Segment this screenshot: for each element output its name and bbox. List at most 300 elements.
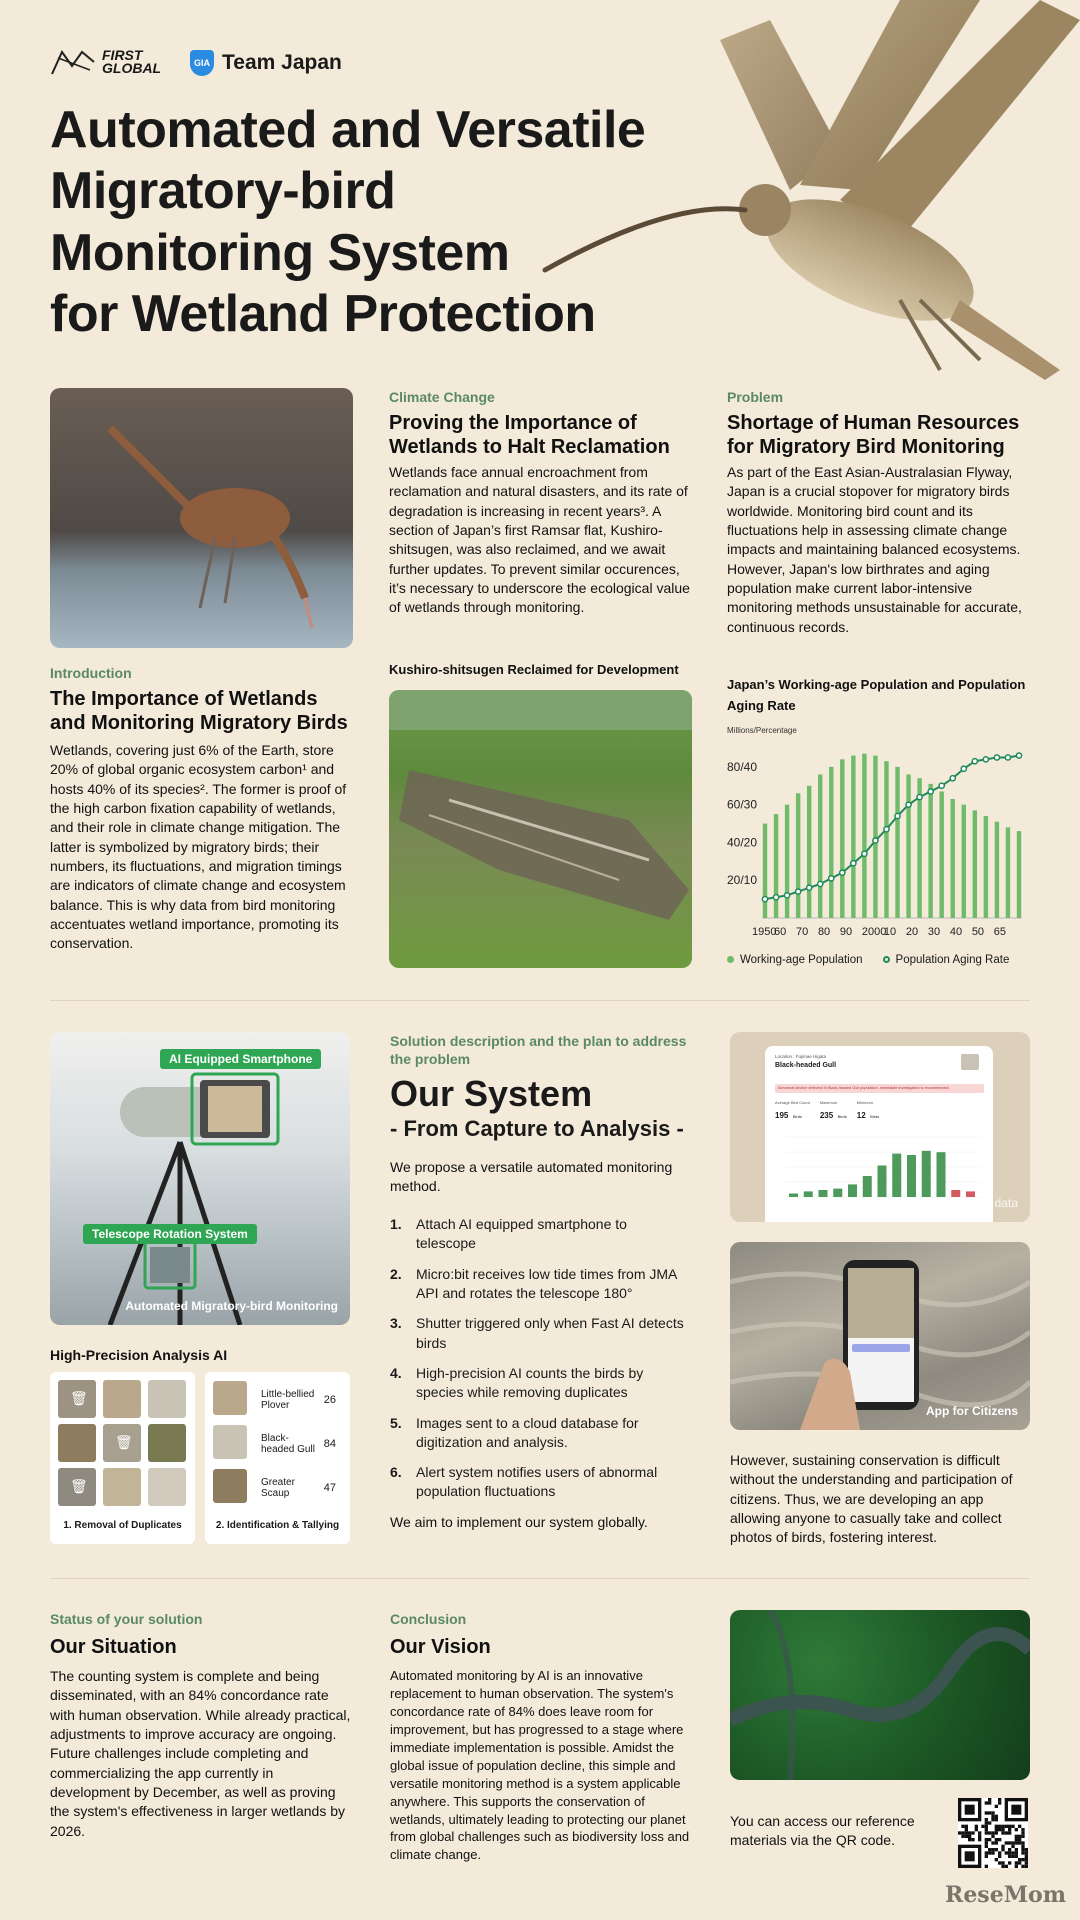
legend-line-swatch <box>883 956 890 963</box>
qr-module <box>995 1831 998 1834</box>
step-number: 1. <box>390 1216 402 1232</box>
species-row <box>213 1424 342 1464</box>
species-name: Black-headed Gull <box>261 1432 315 1455</box>
thumbnail <box>58 1424 96 1462</box>
species-count: 26 <box>323 1394 336 1406</box>
team-japan-logo <box>190 50 342 76</box>
qr-module <box>988 1811 991 1814</box>
tag-ai-smartphone: AI Equipped Smartphone <box>160 1049 321 1069</box>
qr-module <box>998 1801 1001 1804</box>
intro-eyebrow: Introduction <box>50 665 132 681</box>
sample-data-watermark: Sample data <box>950 1196 1018 1210</box>
qr-module <box>965 1828 968 1831</box>
step-item <box>390 1463 690 1502</box>
step-item <box>390 1414 690 1453</box>
x-tick-label: 1950 <box>752 926 777 938</box>
point-aging-rate <box>851 861 856 866</box>
problem-heading: Shortage of Human Resources for Migratory Bird Monitoring <box>727 412 1020 458</box>
qr-module <box>1025 1855 1028 1858</box>
qr-module <box>1005 1825 1008 1828</box>
title-line: Automated and Versatile <box>50 101 646 159</box>
step-text: High-precision AI counts the birds by species while removing duplicates <box>416 1364 644 1401</box>
chart-title: Japan’s Working-age Population and Population Aging Rate <box>727 677 1026 713</box>
bar-working-age <box>973 810 977 918</box>
first-global-logo <box>50 48 166 76</box>
stat-value: 195 <box>775 1111 789 1120</box>
app-species-thumb <box>961 1054 979 1070</box>
species-count: 47 <box>323 1482 336 1494</box>
x-tick-label: 90 <box>839 926 853 938</box>
qr-module <box>1011 1855 1014 1858</box>
qr-module <box>1025 1865 1028 1868</box>
point-aging-rate <box>784 893 789 898</box>
first-global-emblem-icon <box>50 48 96 76</box>
qr-module <box>1008 1851 1011 1854</box>
app-location: Location : Fujimae Higata <box>775 1054 827 1059</box>
qr-module <box>995 1838 998 1841</box>
qr-module <box>995 1841 998 1844</box>
section-divider <box>50 1578 1030 1579</box>
bar-working-age <box>984 816 988 918</box>
qr-module <box>1021 1831 1024 1834</box>
point-aging-rate <box>950 776 955 781</box>
qr-module <box>991 1831 994 1834</box>
qr-module <box>1011 1851 1014 1854</box>
y-tick-label: 80/40 <box>727 759 758 774</box>
line-aging-rate <box>765 756 1019 900</box>
qr-module <box>991 1848 994 1851</box>
qr-module <box>1015 1855 1018 1858</box>
bar-working-age <box>962 805 966 918</box>
qr-module <box>988 1838 991 1841</box>
qr-module <box>1005 1851 1008 1854</box>
intro-heading: The Importance of Wetlands and Monitoring Migratory Birds <box>50 688 348 734</box>
solution-heading: Our System <box>390 1073 593 1114</box>
qr-module <box>1021 1845 1024 1848</box>
qr-module <box>1015 1841 1018 1844</box>
x-tick-label: 65 <box>993 926 1007 938</box>
thumbnail <box>103 1380 141 1418</box>
qr-module <box>988 1798 991 1801</box>
qr-module <box>965 1831 968 1834</box>
qr-module <box>985 1841 988 1844</box>
app-bar <box>863 1176 872 1197</box>
qr-module <box>985 1828 988 1831</box>
bar-working-age <box>862 754 866 918</box>
qr-module <box>995 1805 998 1808</box>
point-aging-rate <box>895 813 900 818</box>
point-aging-rate <box>939 783 944 788</box>
team-name: Team Japan <box>222 51 342 74</box>
step-number: 2. <box>390 1265 402 1282</box>
curlew-illustration <box>540 0 1080 385</box>
qr-module <box>991 1841 994 1844</box>
tally-caption: 2. Identification & Tallying <box>215 1520 340 1531</box>
qr-module <box>1021 1858 1024 1861</box>
qr-module <box>981 1825 984 1828</box>
point-aging-rate <box>840 870 845 875</box>
y-tick-label: 60/30 <box>727 797 758 812</box>
qr-module <box>1001 1828 1004 1831</box>
qr-module <box>1001 1848 1004 1851</box>
legend-item-aging-rate <box>883 954 1010 966</box>
step-number: 5. <box>390 1414 402 1431</box>
step-text: Alert system notifies users of abnormal population fluctuations <box>416 1464 658 1500</box>
conclusion-eyebrow: Conclusion <box>390 1611 467 1627</box>
solution-steps <box>390 1215 690 1513</box>
heron-photo <box>50 388 353 648</box>
step-text: Attach AI equipped smartphone to telescope <box>416 1216 627 1252</box>
species-name: Greater Scaup <box>261 1476 295 1499</box>
qr-module <box>961 1835 964 1838</box>
qr-module <box>1011 1845 1014 1848</box>
qr-module <box>998 1828 1001 1831</box>
point-aging-rate <box>873 838 878 843</box>
qr-module <box>1018 1861 1021 1864</box>
analysis-heading: High-Precision Analysis AI <box>50 1347 228 1363</box>
citizen-body: However, sustaining conservation is difficult without the understanding and participation of citizens. Thus, we are developing an app allowing anyone to casually take and collect photos of birds, fostering interest. <box>730 1452 1013 1546</box>
climate-eyebrow: Climate Change <box>389 389 495 405</box>
qr-module <box>1018 1838 1021 1841</box>
trash-icon: 🗑 <box>115 1434 133 1450</box>
qr-module <box>1021 1841 1024 1844</box>
problem-body: As part of the East Asian-Australasian Flyway, Japan is a crucial stopover for migratory birds worldwide. Monitoring bird count and its fluctuations help in assessing climate change impacts and maintaining balanced ecosystems. However, Japan's low birthrates and aging population make current labor-intensive monitoring methods unsustainable for accurate, continuous records. <box>727 464 1022 635</box>
point-aging-rate <box>928 789 933 794</box>
qr-module <box>995 1818 998 1821</box>
step-number: 3. <box>390 1315 402 1332</box>
app-bar <box>878 1166 887 1198</box>
app-bar <box>804 1191 813 1197</box>
app-bar <box>922 1151 931 1197</box>
stat-label: Minimum <box>856 1100 874 1105</box>
y-tick-label: 20/10 <box>727 873 758 888</box>
qr-module <box>991 1815 994 1818</box>
step-text: Images sent to a cloud database for digitization and analysis. <box>416 1414 639 1450</box>
bar-working-age <box>1017 831 1021 918</box>
qr-module <box>965 1825 968 1828</box>
qr-module <box>1015 1838 1018 1841</box>
bar-working-age <box>995 822 999 918</box>
app-bar <box>789 1194 798 1198</box>
qr-module <box>1001 1845 1004 1848</box>
qr-module <box>985 1811 988 1814</box>
stat-label: Maximum <box>819 1100 838 1105</box>
qr-finder-core <box>965 1805 975 1815</box>
point-aging-rate <box>829 876 834 881</box>
stat-label: Average Bird Count <box>775 1100 810 1105</box>
step-number: 4. <box>390 1364 402 1381</box>
bar-working-age <box>884 761 888 918</box>
legend-label: Working-age Population <box>740 954 863 966</box>
solution-outro: We aim to implement our system globally. <box>390 1514 648 1530</box>
telescope-photo <box>50 1032 350 1325</box>
qr-finder-core <box>965 1851 975 1861</box>
species-row <box>213 1380 342 1420</box>
app-bar <box>937 1152 946 1197</box>
qr-module <box>991 1835 994 1838</box>
point-aging-rate <box>818 881 823 886</box>
qr-module <box>1025 1848 1028 1851</box>
qr-module <box>998 1798 1001 1801</box>
qr-module <box>998 1838 1001 1841</box>
bar-working-age <box>818 774 822 918</box>
qr-module <box>991 1818 994 1821</box>
climate-heading: Proving the Importance of Wetlands to Halt Reclamation <box>389 412 670 458</box>
species-thumbnail <box>213 1381 247 1415</box>
qr-module <box>985 1865 988 1868</box>
duplicates-card <box>50 1372 195 1544</box>
qr-module <box>1001 1865 1004 1868</box>
qr-module <box>1018 1841 1021 1844</box>
tally-card <box>205 1372 350 1544</box>
point-aging-rate <box>906 802 911 807</box>
intro-body: Wetlands, covering just 6% of the Earth, store 20% of global organic ecosystem carbon¹ and hosts 40% of its species². The former is proof of the high carbon fixation capability of wetlands, and their role in climate change mitigation. The latter is symbolized by migratory birds; their numbers, its fluctuations, and migration timings are indicators of climate change and ecosystem balance. This is why data from bird monitoring accentuates wetland importance, promoting its conservation. <box>50 742 347 952</box>
qr-module <box>1015 1848 1018 1851</box>
bar-working-age <box>763 824 767 918</box>
point-aging-rate <box>807 885 812 890</box>
conclusion-body: Automated monitoring by AI is an innovative replacement to human observation. The system's concordance rate of 84% does leave room for improvement, but has progressed to a stage where immediate implementation is possible. Amidst the global issue of population decline, this simple and versatile monitoring method is a system applicable anywhere. This supports the conservation of wetlands, ultimately leading to protecting our planet from global challenges such as biodiversity loss and climate change. <box>390 1668 690 1863</box>
qr-module <box>995 1848 998 1851</box>
bar-working-age <box>796 793 800 918</box>
qr-module <box>965 1835 968 1838</box>
y-tick-label: 40/20 <box>727 835 758 850</box>
population-chart <box>722 738 1032 943</box>
qr-module <box>1001 1861 1004 1864</box>
bar-working-age <box>906 774 910 918</box>
qr-module <box>978 1831 981 1834</box>
qr-module <box>1008 1861 1011 1864</box>
qr-module <box>1015 1851 1018 1854</box>
qr-module <box>1025 1851 1028 1854</box>
qr-module <box>988 1831 991 1834</box>
qr-module <box>1008 1855 1011 1858</box>
qr-module <box>1008 1848 1011 1851</box>
point-aging-rate <box>1016 753 1021 758</box>
stat-unit: Birds <box>792 1114 802 1119</box>
solution-eyebrow: Solution description and the plan to address the problem <box>390 1033 687 1067</box>
app-bar <box>833 1189 842 1197</box>
qr-module <box>1015 1835 1018 1838</box>
problem-eyebrow: Problem <box>727 389 784 405</box>
qr-module <box>1011 1841 1014 1844</box>
qr-module <box>1011 1825 1014 1828</box>
x-tick-label: 2000 <box>861 926 887 938</box>
point-aging-rate <box>862 851 867 856</box>
status-eyebrow: Status of your solution <box>50 1611 203 1627</box>
thumbnail <box>148 1380 186 1418</box>
duplicates-caption: 1. Removal of Duplicates <box>63 1520 182 1531</box>
x-tick-label: 20 <box>905 926 919 938</box>
qr-module <box>988 1821 991 1824</box>
qr-module <box>998 1861 1001 1864</box>
qr-module <box>998 1851 1001 1854</box>
qr-module <box>988 1848 991 1851</box>
bar-working-age <box>851 756 855 918</box>
wetland-aerial-photo <box>730 1610 1030 1780</box>
tag-rotation-system: Telescope Rotation System <box>83 1224 257 1244</box>
x-tick-label: 80 <box>817 926 831 938</box>
qr-module <box>971 1838 974 1841</box>
species-row <box>213 1468 342 1508</box>
bar-working-age <box>928 784 932 918</box>
app-dashboard-panel <box>730 1032 1030 1222</box>
kushiro-aerial-photo <box>389 690 692 968</box>
qr-module <box>1021 1851 1024 1854</box>
stat-value: 12 <box>856 1111 866 1120</box>
qr-module <box>995 1825 998 1828</box>
step-text: Shutter triggered only when Fast AI detects birds <box>416 1315 684 1351</box>
qr-module <box>1018 1835 1021 1838</box>
qr-finder-core <box>1011 1805 1021 1815</box>
bar-working-age <box>807 786 811 918</box>
team-badge: GIA <box>190 50 214 76</box>
kushiro-photo-caption: Kushiro-shitsugen Reclaimed for Development <box>389 662 679 677</box>
bar-working-age <box>774 814 778 918</box>
qr-module <box>1001 1825 1004 1828</box>
point-aging-rate <box>796 889 801 894</box>
conclusion-heading: Our Vision <box>390 1636 491 1658</box>
point-aging-rate <box>917 795 922 800</box>
app-bar <box>907 1155 916 1197</box>
trash-icon: 🗑 <box>70 1478 88 1494</box>
app-bar <box>848 1184 857 1197</box>
solution-subheading: - From Capture to Analysis - <box>390 1116 684 1141</box>
qr-module <box>1021 1828 1024 1831</box>
qr-module <box>968 1835 971 1838</box>
point-aging-rate <box>884 827 889 832</box>
bar-working-age <box>785 805 789 918</box>
qr-module <box>985 1851 988 1854</box>
qr-module <box>1008 1841 1011 1844</box>
step-item <box>390 1364 690 1403</box>
qr-module <box>1021 1848 1024 1851</box>
qr-module <box>998 1855 1001 1858</box>
qr-code[interactable] <box>958 1798 1028 1868</box>
app-bar <box>892 1154 901 1197</box>
qr-module <box>968 1838 971 1841</box>
point-aging-rate <box>972 759 977 764</box>
point-aging-rate <box>983 757 988 762</box>
qr-module <box>985 1838 988 1841</box>
app-alert-banner: Abnormal decline detected in Black-headed Gull population. Immediate investigation is recommended. <box>775 1084 984 1093</box>
qr-module <box>1015 1828 1018 1831</box>
qr-module <box>1021 1835 1024 1838</box>
qr-module <box>988 1801 991 1804</box>
step-number: 6. <box>390 1464 402 1481</box>
thumbnail <box>148 1468 186 1506</box>
qr-module <box>1008 1828 1011 1831</box>
qr-module <box>1015 1861 1018 1864</box>
resemom-watermark: ReseMom <box>945 1882 1066 1908</box>
bar-working-age <box>829 767 833 918</box>
stat-unit: Birds <box>837 1114 847 1119</box>
species-thumbnail <box>213 1425 247 1459</box>
qr-module <box>995 1828 998 1831</box>
climate-body: Wetlands face annual encroachment from reclamation and natural disasters, and its rate of degradation is increasing in recent years³. A section of Japan’s first Ramsar flat, Kushiro-shitsugen, was also reclaimed, and we await further updates. To prevent similar occurences, it’s necessary to underscore the ecological value of wetlands through monitoring. <box>389 464 690 616</box>
bar-working-age <box>873 756 877 918</box>
stat-unit: Birds <box>870 1114 880 1119</box>
first-global-text: FIRST GLOBAL <box>102 46 162 76</box>
point-aging-rate <box>762 897 767 902</box>
qr-module <box>978 1838 981 1841</box>
qr-module <box>961 1825 964 1828</box>
bar-working-age <box>951 799 955 918</box>
x-tick-label: 10 <box>883 926 897 938</box>
qr-module <box>991 1811 994 1814</box>
solution-intro: We propose a versatile automated monitoring method. <box>390 1159 673 1195</box>
qr-module <box>975 1828 978 1831</box>
qr-module <box>985 1831 988 1834</box>
title-line: for Wetland Protection <box>50 285 596 344</box>
qr-text: You can access our reference materials via the QR code. <box>730 1813 915 1849</box>
app-stat <box>775 1100 810 1126</box>
species-thumbnail <box>213 1469 247 1503</box>
app-stat <box>857 1100 879 1126</box>
thumbnail <box>148 1424 186 1462</box>
legend-bar-swatch <box>727 956 734 963</box>
title-line: Migratory-bird <box>50 162 396 221</box>
section-divider <box>50 1000 1030 1001</box>
legend-label: Population Aging Rate <box>895 954 1010 966</box>
citizen-photo-caption: App for Citizens <box>926 1404 1018 1418</box>
x-tick-label: 40 <box>949 926 963 938</box>
qr-module <box>1008 1831 1011 1834</box>
step-item <box>390 1215 690 1254</box>
app-stats <box>775 1100 981 1126</box>
qr-module <box>991 1851 994 1854</box>
qr-module <box>1015 1865 1018 1868</box>
step-item <box>390 1265 690 1304</box>
qr-module <box>1001 1831 1004 1834</box>
qr-module <box>995 1815 998 1818</box>
chart-legend <box>727 954 1009 966</box>
chart-unit-label: Millions/Percentage <box>727 726 797 735</box>
point-aging-rate <box>961 766 966 771</box>
qr-module <box>1018 1825 1021 1828</box>
point-aging-rate <box>1005 755 1010 760</box>
title-line: Monitoring System <box>50 223 510 282</box>
qr-module <box>985 1845 988 1848</box>
bar-working-age <box>1006 827 1010 918</box>
qr-module <box>995 1858 998 1861</box>
qr-module <box>1005 1865 1008 1868</box>
qr-module <box>1005 1841 1008 1844</box>
app-species-title: Black-headed Gull <box>775 1062 837 1069</box>
bar-working-age <box>895 767 899 918</box>
qr-module <box>975 1825 978 1828</box>
qr-module <box>985 1818 988 1821</box>
qr-module <box>998 1825 1001 1828</box>
app-bar <box>819 1190 828 1197</box>
bar-working-age <box>939 791 943 918</box>
bar-working-age <box>840 759 844 918</box>
qr-module <box>985 1821 988 1824</box>
qr-module <box>978 1835 981 1838</box>
qr-module <box>985 1825 988 1828</box>
x-tick-label: 70 <box>795 926 809 938</box>
legend-item-working-age <box>727 954 863 966</box>
qr-module <box>1005 1831 1008 1834</box>
telescope-photo-caption: Automated Migratory-bird Monitoring <box>125 1299 338 1313</box>
species-count: 84 <box>323 1438 336 1450</box>
qr-module <box>985 1855 988 1858</box>
status-heading: Our Situation <box>50 1636 177 1658</box>
qr-module <box>985 1801 988 1804</box>
citizen-app-photo <box>730 1242 1030 1430</box>
step-text: Micro:bit receives low tide times from JMA API and rotates the telescope 180° <box>416 1265 677 1301</box>
qr-module <box>1018 1858 1021 1861</box>
trash-icon: 🗑 <box>70 1390 88 1406</box>
